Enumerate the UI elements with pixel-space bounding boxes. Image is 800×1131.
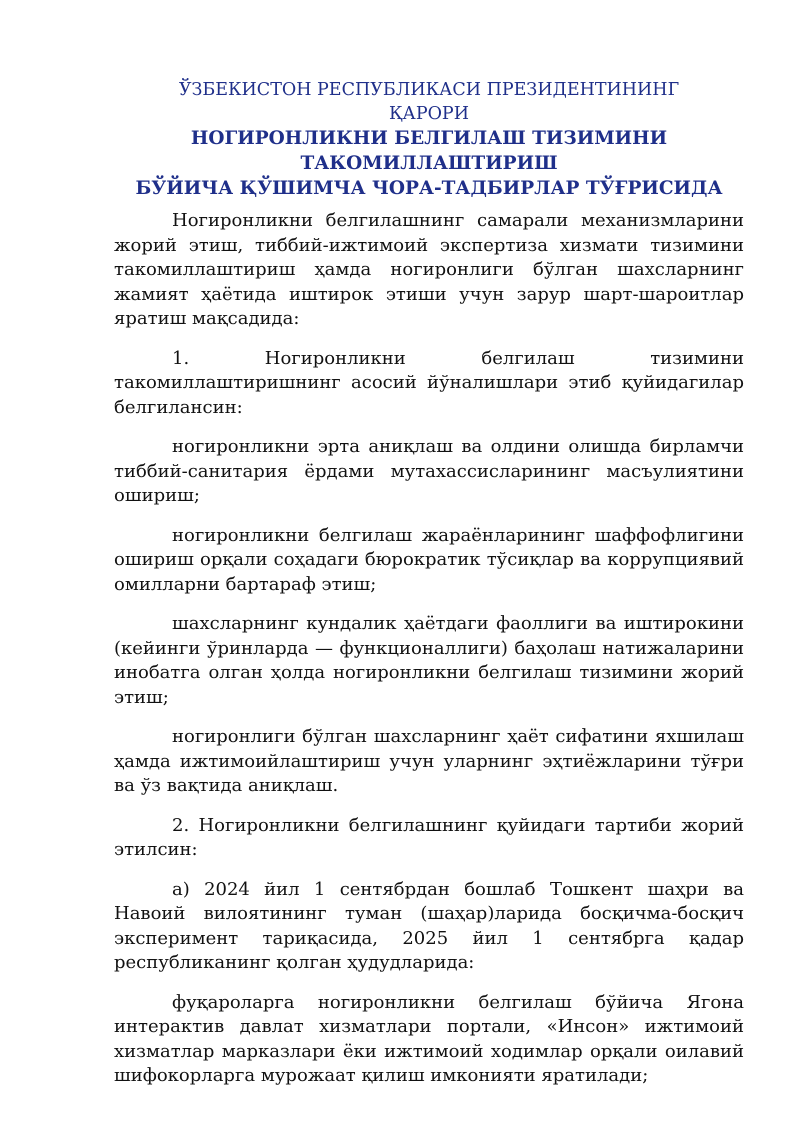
paragraph-item-1-point-2: ногиронликни белгилаш жараёнларининг шаффофлигини ошириш орқали соҳадаги бюрократик тўсиқлар ва коррупциявий омилларни бартараф этиш; (114, 524, 744, 595)
paragraph-item-1-point-1: ногиронликни эрта аниқлаш ва олдини олишда бирламчи тиббий-санитария ёрдами мутахассисларининг масъулиятини ошириш; (114, 436, 744, 506)
document-body (114, 209, 744, 1089)
paragraph-item-1-point-4: ногиронлиги бўлган шахсларнинг ҳаёт сифатини яхшилаш ҳамда ижтимоийлаштириш учун уларнинг эҳтиёжларини тўғри ва ўз вақтида аниқлаш. (114, 726, 744, 796)
decree-subtitle-line-1: НОГИРОНЛИКНИ БЕЛГИЛАШ ТИЗИМИНИ ТАКОМИЛЛАШТИРИШ (190, 128, 668, 174)
decree-subtitle-line-2: БЎЙИЧА ҚЎШИМЧА ЧОРА-ТАДБИРЛАР ТЎҒРИСИДА (135, 178, 723, 199)
paragraph-preamble: Ногиронликни белгилашнинг самарали механизмларини жорий этиш, тиббий-ижтимоий экспертиза хизмати тизимини такомиллаштириш ҳамда ногиронлиги бўлган шахсларнинг жамият ҳаётида иштирок этиши учун зарур шарт-шароитлар яратиш мақсадида: (114, 210, 744, 329)
paragraph-item-2: 2. Ногиронликни белгилашнинг қуйидаги тартиби жорий этилсин: (114, 814, 744, 860)
paragraph-item-2-a: а) 2024 йил 1 сентябрдан бошлаб Тошкент шаҳри ва Навоий вилоятининг туман (шаҳар)ларида босқичма-босқич эксперимент тариқасида, 2025 йил 1 сентябрга қадар республиканинг қолган ҳудудларида: (114, 878, 744, 973)
paragraph-item-1: 1. Ногиронликни белгилаш тизимини такомиллаштиришнинг асосий йўналишлари этиб қуйидагилар белгилансин: (114, 347, 744, 418)
paragraph-item-2-a-point-1: фуқароларга ногиронликни белгилаш бўйича Ягона интерактив давлат хизматлари портали, «Инсон» ижтимоий хизматлар марказлари ёки ижтимоий ходимлар орқали оилавий шифокорларга мурожаат қилиш имконияти яратилади; (114, 991, 744, 1086)
decree-title-line-2: ҚАРОРИ (389, 104, 469, 124)
document-heading (114, 78, 744, 201)
decree-title-line-1: ЎЗБЕКИСТОН РЕСПУБЛИКАСИ ПРЕЗИДЕНТИНИНГ (178, 80, 680, 100)
paragraph-item-1-point-3: шахсларнинг кундалик ҳаётдаги фаоллиги ва иштирокини (кейинги ўринларда — функционаллиги) баҳолаш натижаларини инобатга олган ҳолда ногиронликни белгилаш тизимини жорий этиш; (114, 613, 744, 708)
